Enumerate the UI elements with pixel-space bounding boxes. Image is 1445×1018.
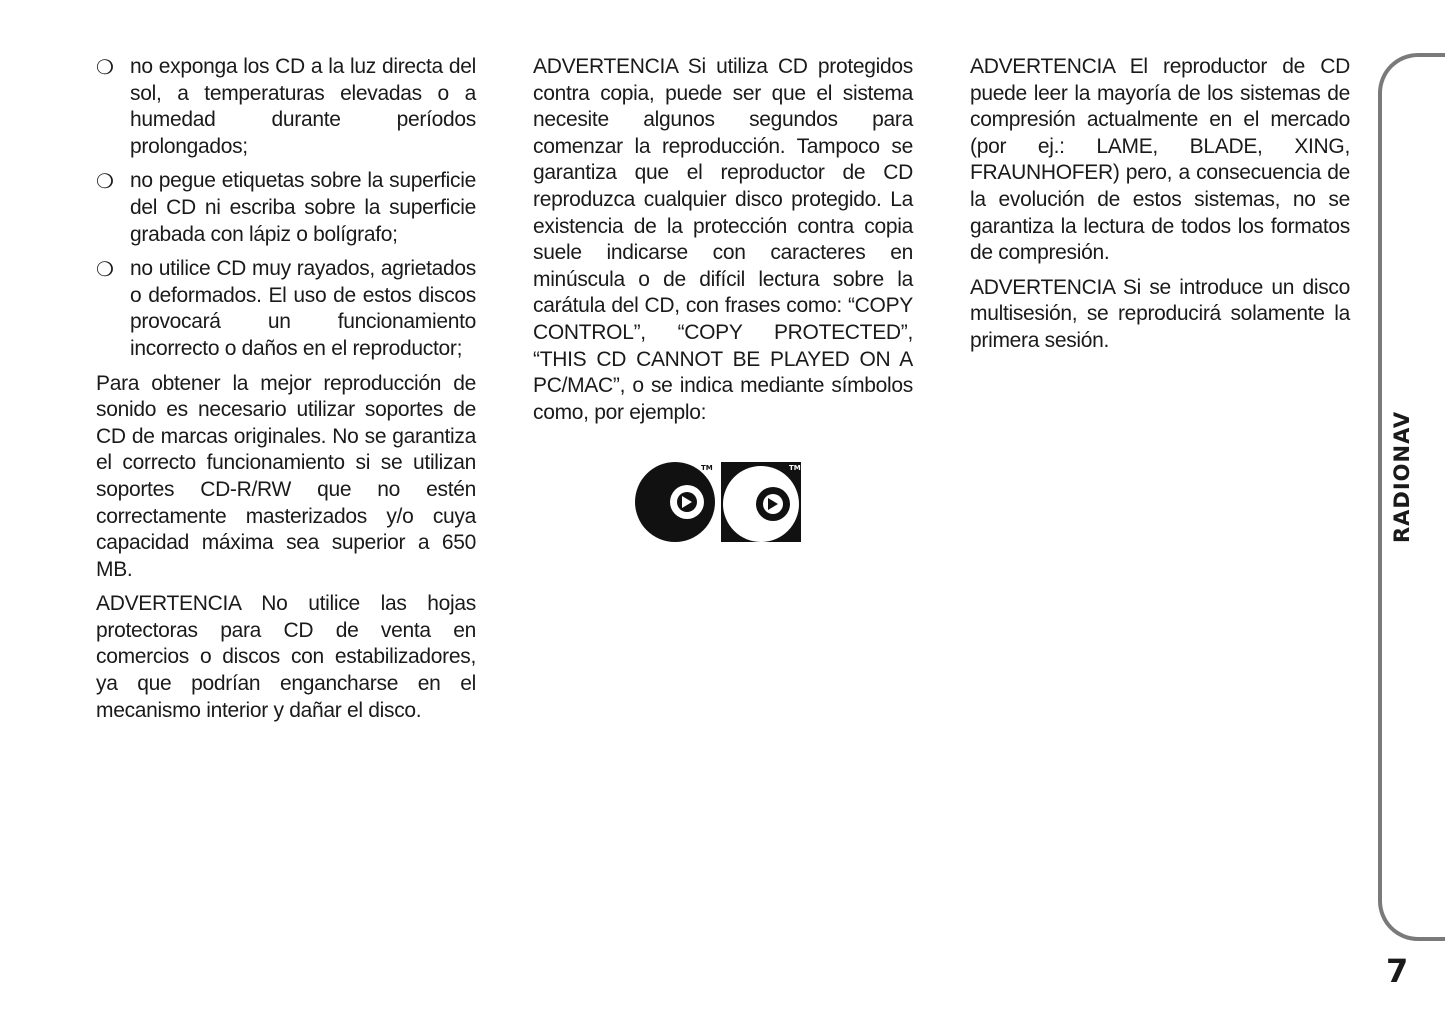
list-item-text: no utilice CD muy rayados, agrietados o deformados. El uso de estos discos provocará un funcionamiento incorrecto o daños en el reproductor;: [130, 257, 476, 360]
text-column-1: [96, 54, 476, 732]
copy-protection-symbols-icon: [635, 460, 805, 544]
list-item: [96, 256, 476, 362]
paragraph-sound-quality: Para obtener la mejor reproducción de sonido es necesario utilizar soportes de CD de marcas originales. No se garantiza el correcto funcionamiento si se utilizan soportes CD-R/RW que no estén correctamente masterizados y/o cuya capacidad máxima sea superior a 650 MB.: [96, 371, 476, 581]
list-item: [96, 54, 476, 160]
warning-compression-formats: ADVERTENCIA El reproductor de CD puede leer la mayoría de los sistemas de compresión actualmente en el mercado (por ej.: LAME, BLADE, XING, FRAUNHOFER) pero, a consecuencia de la evolución de estos sistemas, no se garantiza la lectura de todos los formatos de compresión.: [970, 55, 1350, 265]
list-item-text: no pegue etiquetas sobre la superficie del CD ni escriba sobre la superficie grabada con lápiz o bolígrafo;: [130, 169, 476, 246]
trademark-mark: TM: [789, 464, 801, 472]
text-column-2: [533, 54, 913, 434]
bullet-circle-icon: ❍: [96, 257, 114, 282]
bullet-circle-icon: ❍: [96, 55, 114, 79]
care-list: [96, 54, 476, 363]
warning-copy-protection: ADVERTENCIA Si utiliza CD protegidos contra copia, puede ser que el sistema necesite algunos segundos para comenzar la reproducción. Tampoco se garantiza que el reproductor de CD reproduzca cualquier disco protegido. La existencia de la protección contra copia suele indicarse con caracteres en minúscula o de difícil lectura sobre la carátula del CD, con frases como: “COPY CONTROL”, “COPY PROTECTED”, “THIS CD CANNOT BE PLAYED ON A PC/MAC”, o se indica mediante símbolos como, por ejemplo:: [533, 55, 913, 424]
warning-multisession: ADVERTENCIA Si se introduce un disco multisesión, se reproducirá solamente la primera sesión.: [970, 275, 1350, 352]
text-column-3: [970, 54, 1350, 363]
page-number: 7: [1386, 952, 1409, 990]
warning-protective-sheets: ADVERTENCIA No utilice las hojas protectoras para CD de venta en comercios o discos con estabilizadores, ya que podrían engancharse en el mecanismo interior y dañar el disco.: [96, 592, 476, 722]
trademark-mark: TM: [701, 464, 713, 472]
bullet-circle-icon: ❍: [96, 169, 114, 194]
list-item-text: no exponga los CD a la luz directa del sol, a temperaturas elevadas o a humedad durante períodos prolongados;: [130, 55, 476, 158]
side-tab-label: RADIONAV: [1390, 410, 1414, 543]
list-item: [96, 168, 476, 248]
